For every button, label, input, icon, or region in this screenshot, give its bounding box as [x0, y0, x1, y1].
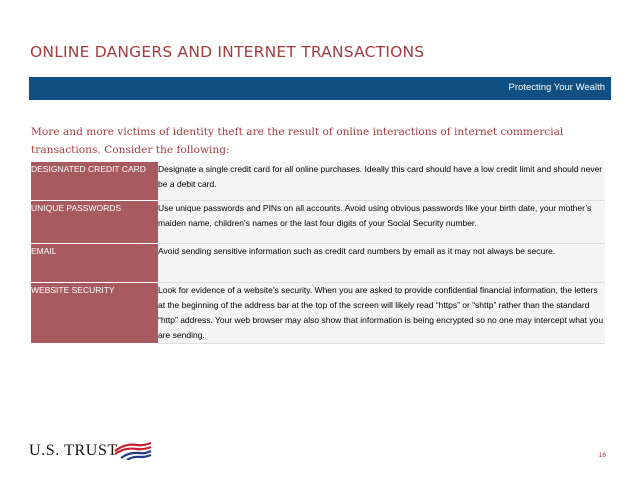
table-row — [31, 162, 605, 200]
header-tagline: Protecting Your Wealth — [508, 82, 605, 93]
intro-text: More and more victims of identity theft are the result of online interactions of internet commercial transactions. Consider the following: — [31, 126, 564, 156]
row-label: UNIQUE PASSWORDS — [31, 200, 158, 243]
row-description: Look for evidence of a website’s security. When you are asked to provide confidential financial information, the letters at the beginning of the address bar at the top of the screen will likely read “https” or “shttp” rather than the standard “http” address. Your web browser may also show that information is being encrypted so no one may intercept what you are sending. — [158, 282, 605, 343]
logo-text: U.S. TRUST — [29, 442, 118, 459]
table-row — [31, 200, 605, 243]
flag-logo-icon — [113, 442, 153, 460]
row-label: DESIGNATED CREDIT CARD — [31, 162, 158, 200]
header-bar — [29, 77, 611, 100]
page-number: 16 — [598, 452, 606, 459]
row-label: EMAIL — [31, 243, 158, 282]
tips-table — [31, 162, 605, 344]
row-label: WEBSITE SECURITY — [31, 282, 158, 343]
table-row — [31, 282, 605, 343]
table-row — [31, 243, 605, 282]
page-title: ONLINE DANGERS AND INTERNET TRANSACTIONS — [30, 43, 425, 61]
row-description: Avoid sending sensitive information such as credit card numbers by email as it may not always be secure. — [158, 243, 605, 282]
row-description: Designate a single credit card for all online purchases. Ideally this card should have a low credit limit and should never be a debit card. — [158, 162, 605, 200]
row-description: Use unique passwords and PINs on all accounts. Avoid using obvious passwords like your birth date, your mother’s maiden name, children's names or the last four digits of your Social Security number. — [158, 200, 605, 243]
